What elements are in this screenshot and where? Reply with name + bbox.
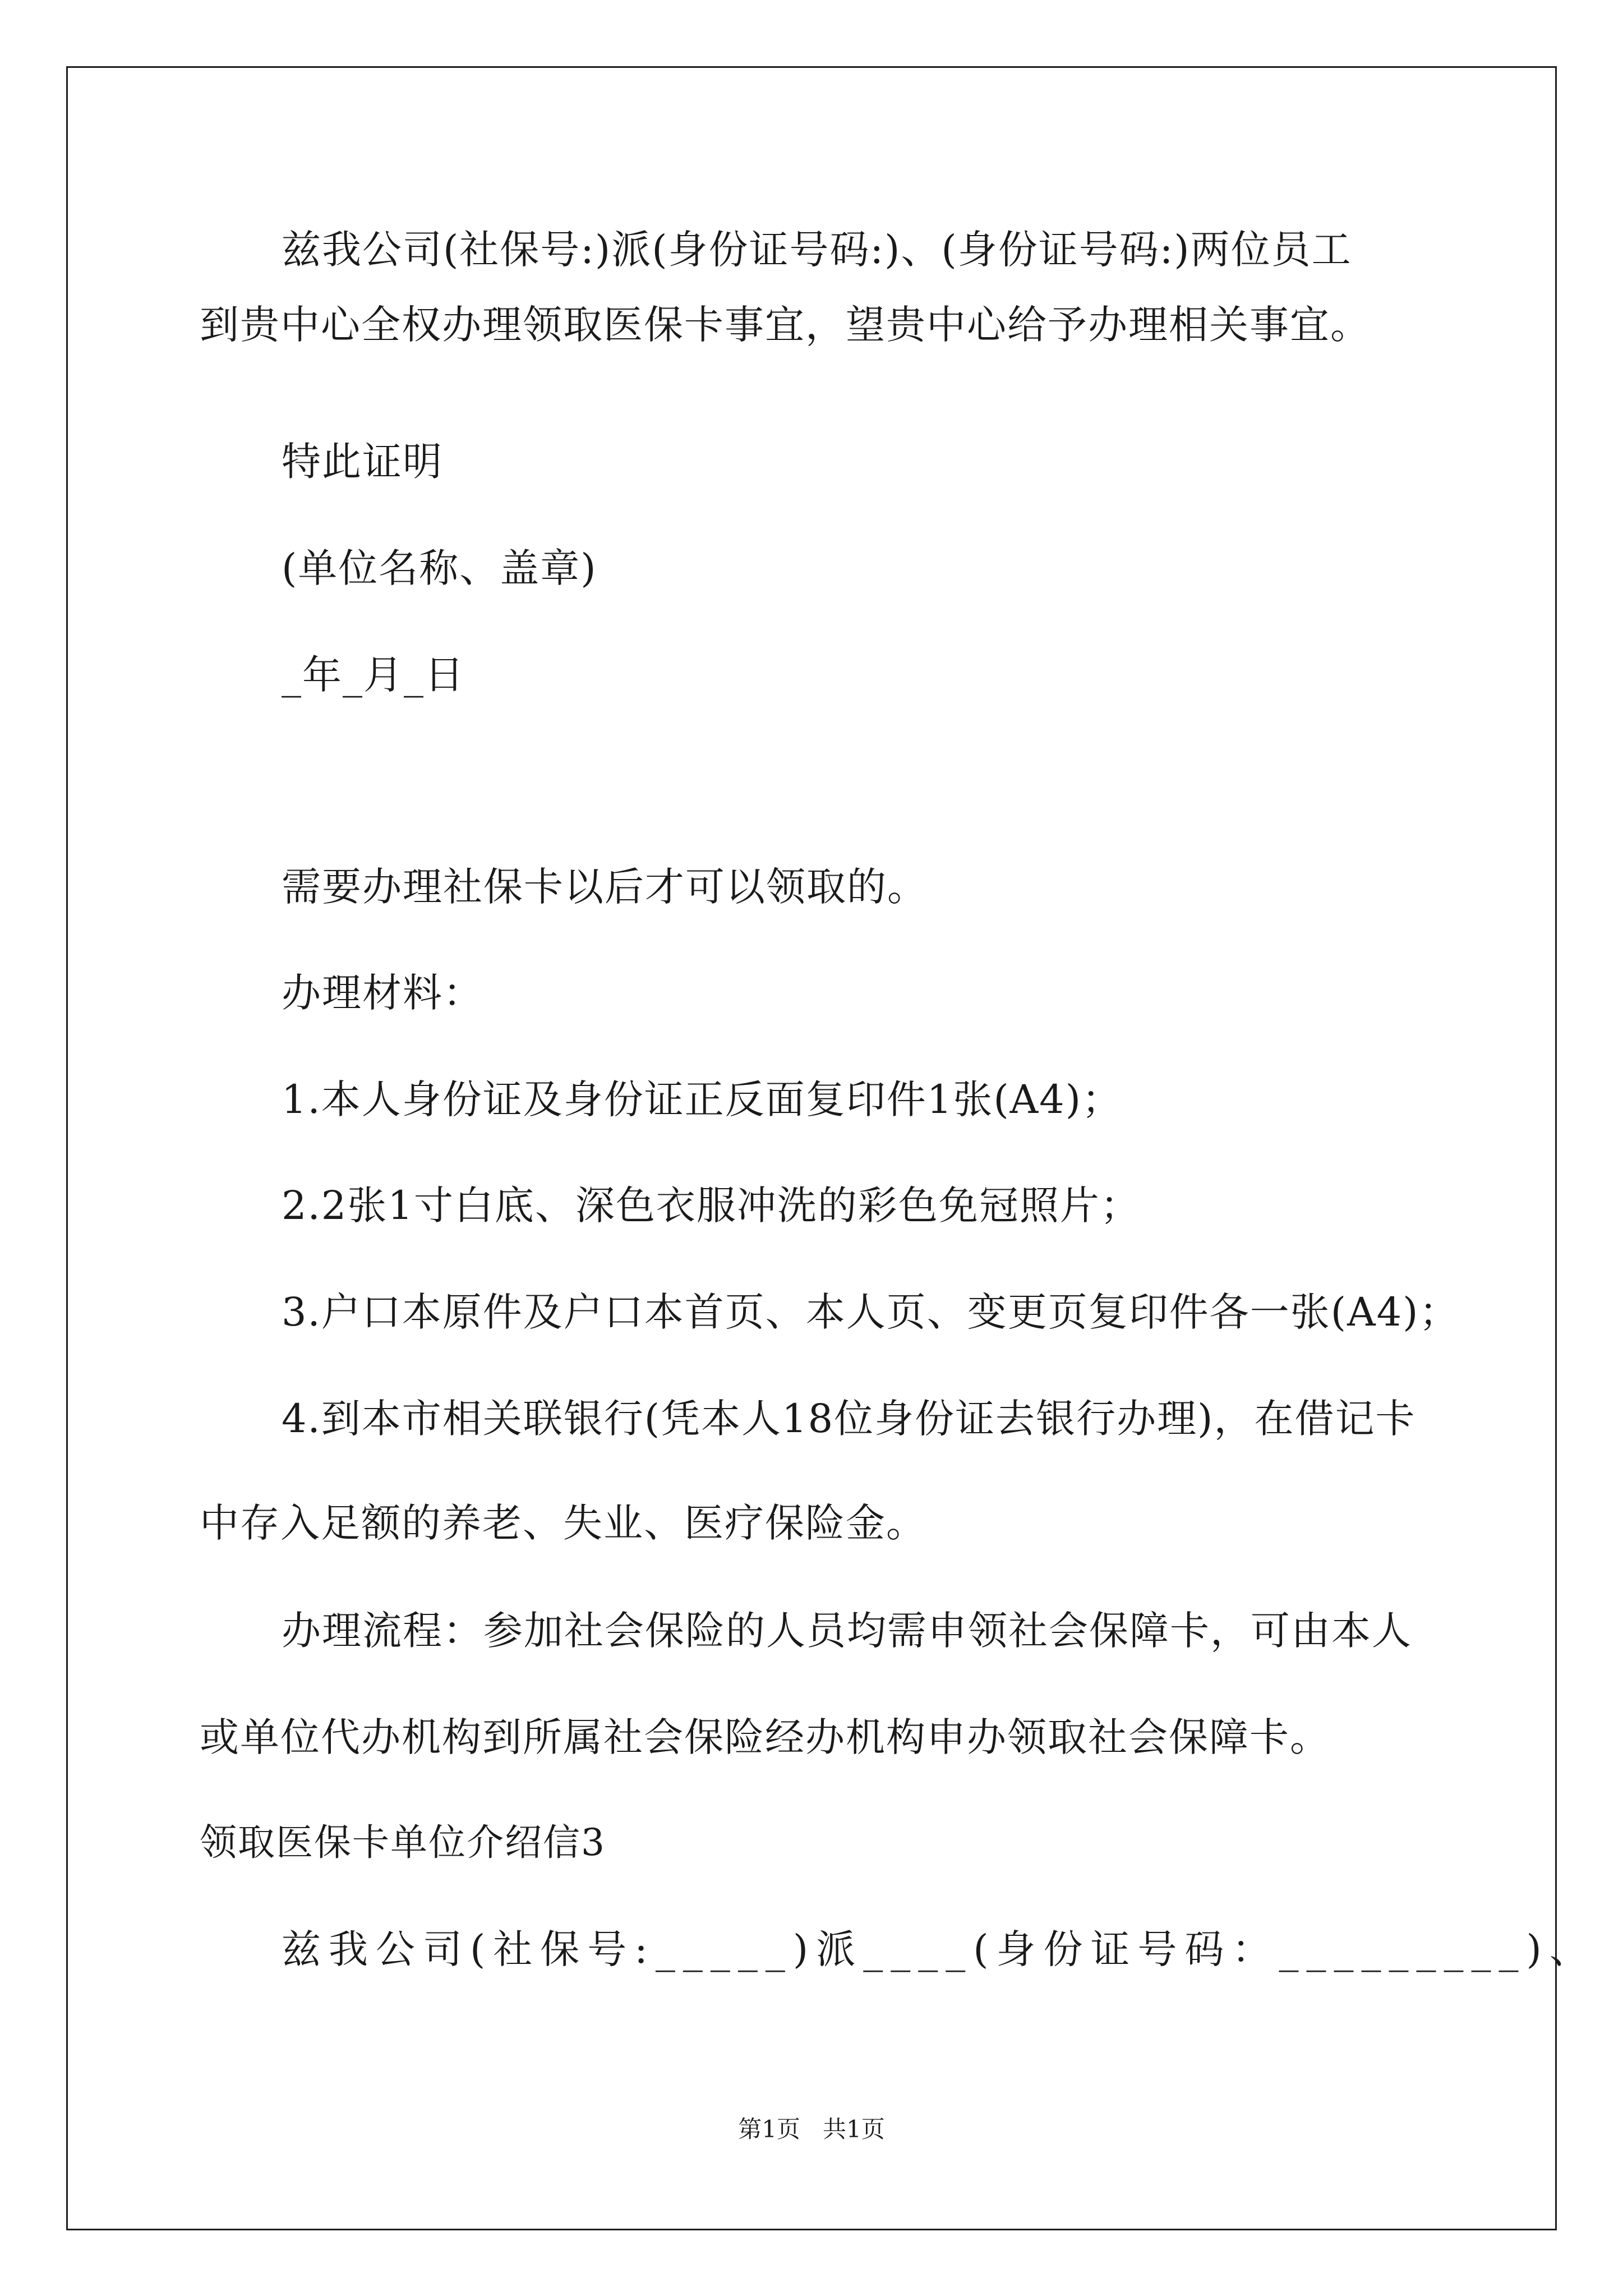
section-title: 领取医保卡单位介绍信3 (200, 1821, 606, 1864)
body-line-2: 到贵中心全权办理领取医保卡事宜，望贵中心给予办理相关事宜。 (200, 302, 1371, 348)
page-footer: 第1页 共1页 (738, 2115, 885, 2143)
materials-item-1: 1.本人身份证及身份证正反面复印件1张(A4)； (282, 1076, 1123, 1122)
signature-unit: (单位名称、盖章) (282, 545, 597, 591)
body-line-1: 兹我公司(社保号:)派(身份证号码:)、(身份证号码:)两位员工 (282, 227, 1352, 273)
materials-item-3: 3.户口本原件及户口本首页、本人页、变更页复印件各一张(A4)； (282, 1289, 1460, 1335)
process-line-1: 办理流程：参加社会保险的人员均需申领社会保障卡，可由本人 (282, 1608, 1412, 1654)
materials-item-4-cont: 中存入足额的养老、失业、医疗保险金。 (200, 1500, 926, 1546)
closing-line: 特此证明 (282, 439, 443, 485)
materials-item-4: 4.到本市相关联银行(凭本人18位身份证去银行办理)，在借记卡 (282, 1396, 1416, 1442)
body-line-3: 需要办理社保卡以后才可以领取的。 (282, 864, 928, 910)
materials-item-2: 2.2张1寸白底、深色衣服冲洗的彩色免冠照片； (282, 1182, 1141, 1228)
materials-heading: 办理材料： (282, 970, 483, 1016)
page-border (66, 66, 1557, 2230)
date-line: _年_月_日 (282, 652, 465, 698)
letter-line-1: 兹我公司(社保号:_____)派____(身份证号码：_________)、 (282, 1926, 1597, 1972)
process-line-2: 或单位代办机构到所属社会保险经办机构申办领取社会保障卡。 (200, 1714, 1330, 1760)
